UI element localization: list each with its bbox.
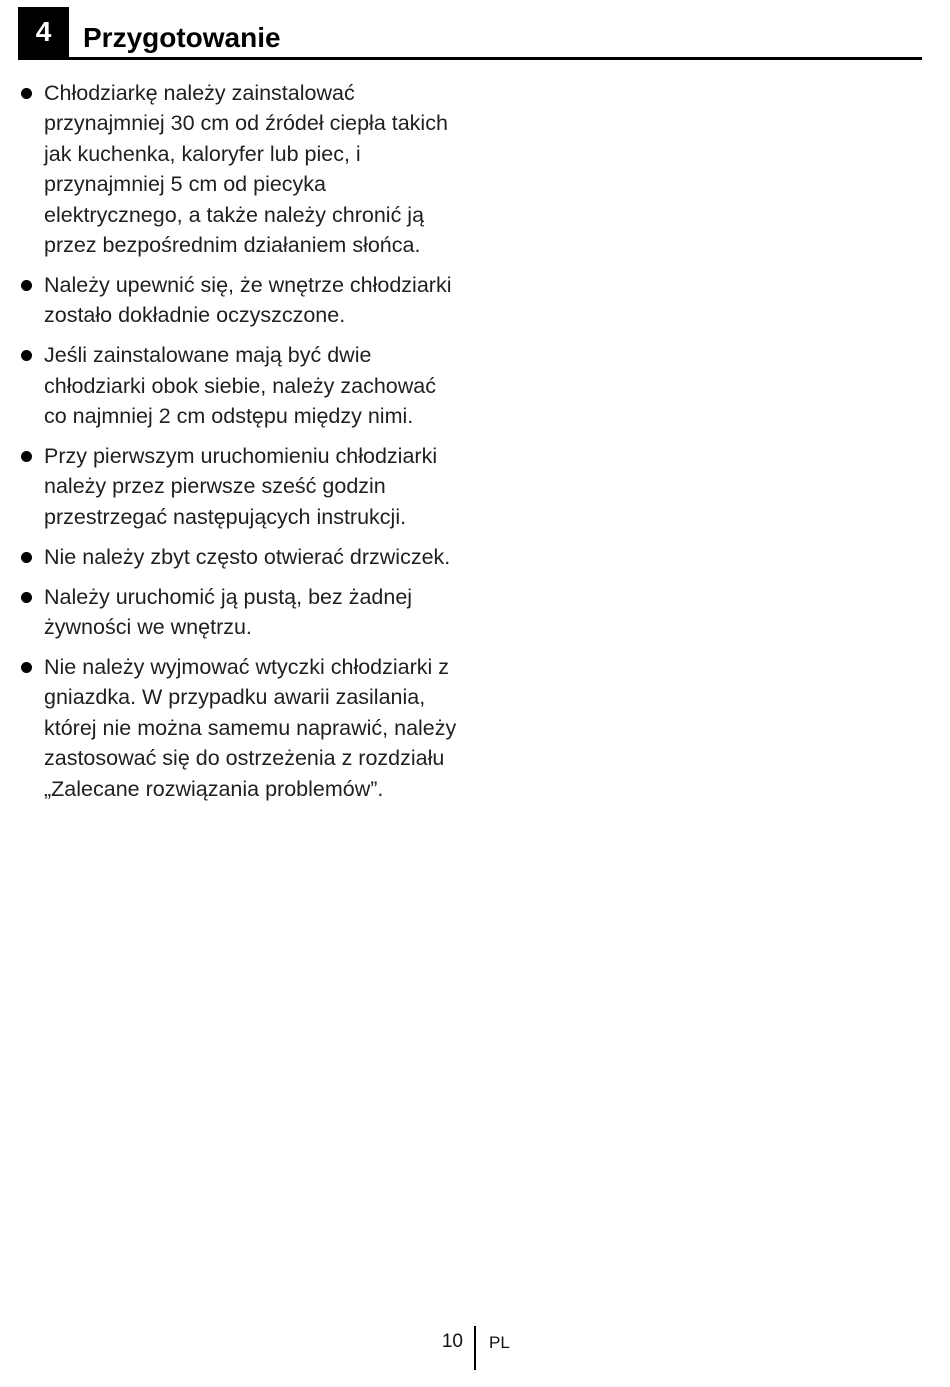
list-item-text: Nie należy zbyt często otwierać drzwiczek. [44,544,451,569]
list-item [18,340,458,431]
header-divider [18,57,922,60]
footer-divider [474,1326,476,1370]
bullet-icon [21,88,32,99]
list-item [18,582,458,643]
list-item [18,270,458,331]
list-item-text: Przy pierwszym uruchomieniu chłodziarki należy przez pierwsze sześć godzin przestrzegać następujących instrukcji. [44,443,438,529]
list-item [18,78,458,260]
bullet-icon [21,350,32,361]
list-item-text: Nie należy wyjmować wtyczki chłodziarki z gniazdka. W przypadku awarii zasilania, której nie można samemu naprawić, należy zastosować się do ostrzeżenia z rozdziału „Zalecane rozwiązania problemów”. [44,654,457,801]
bullet-icon [21,451,32,462]
page-footer [0,1326,950,1371]
bullet-icon [21,592,32,603]
page-number: 10 [441,1331,463,1352]
bullet-icon [21,552,32,563]
list-item [18,441,458,532]
section-number-badge: 4 [18,7,69,58]
list-item-text: Należy upewnić się, że wnętrze chłodziarki zostało dokładnie oczyszczone. [44,272,452,328]
bullet-icon [21,280,32,291]
instruction-list [18,78,458,813]
section-header [18,7,922,60]
list-item-text: Chłodziarkę należy zainstalować przynajmniej 30 cm od źródeł ciepła takich jak kuchenka, kaloryfer lub piec, i przynajmniej 5 cm od piecyka elektrycznego, a także należy chronić ją przez bezpośrednim działaniem słońca. [44,81,448,258]
list-item-text: Należy uruchomić ją pustą, bez żadnej żywności we wnętrzu. [44,584,413,639]
list-item [18,542,458,572]
list-item-text: Jeśli zainstalowane mają być dwie chłodziarki obok siebie, należy zachować co najmniej 2 cm odstępu między nimi. [44,343,436,429]
language-code: PL [489,1333,510,1352]
bullet-icon [21,662,32,673]
section-title: Przygotowanie [83,22,281,53]
list-item [18,652,458,804]
